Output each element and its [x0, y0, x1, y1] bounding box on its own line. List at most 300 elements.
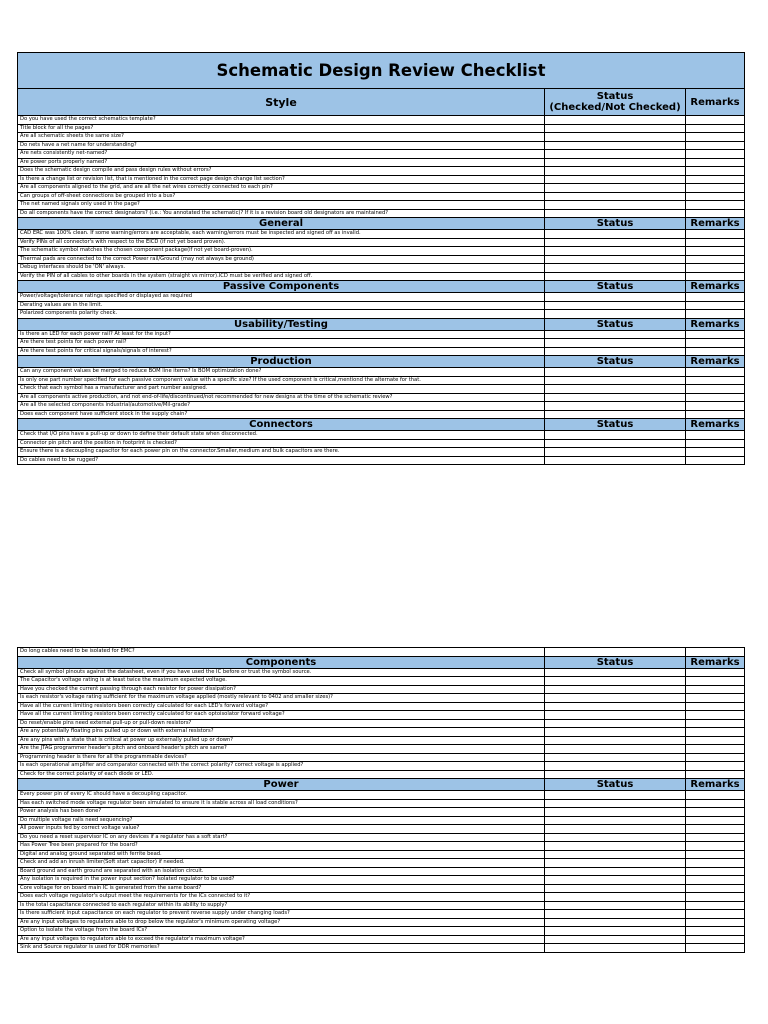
- checklist-row: [18, 850, 745, 859]
- status-cell[interactable]: [545, 167, 686, 176]
- remarks-column-header: Remarks: [686, 218, 745, 230]
- checklist-item-text: All power inputs fed by correct voltage value?: [18, 825, 545, 834]
- remarks-cell[interactable]: [686, 702, 745, 711]
- checklist-row: [18, 736, 745, 745]
- section-heading: Passive Components: [18, 281, 545, 293]
- checklist-item-text: The schematic symbol matches the chosen component package(if not yet board-proven).: [18, 247, 545, 256]
- checklist-item-text: Are any potentially floating pins pulled up or down with external resistors?: [18, 728, 545, 737]
- checklist-row: [18, 448, 745, 457]
- remarks-cell[interactable]: [686, 167, 745, 176]
- remarks-cell[interactable]: [686, 368, 745, 377]
- status-cell[interactable]: [545, 893, 686, 902]
- checklist-row: [18, 719, 745, 728]
- checklist-item-text: Any isolation is required in the power input section? Isolated regulator to be used?: [18, 876, 545, 885]
- checklist-item-text: Polarized components polarity check.: [18, 310, 545, 319]
- checklist-item-text: Is there an LED for each power rail? At least for the input?: [18, 330, 545, 339]
- status-cell[interactable]: [545, 124, 686, 133]
- checklist-item-text: Power analysis has been done?: [18, 808, 545, 817]
- status-cell[interactable]: [545, 293, 686, 302]
- checklist-row: [18, 694, 745, 703]
- status-cell[interactable]: [545, 209, 686, 218]
- checklist-row: [18, 368, 745, 377]
- status-cell[interactable]: [545, 867, 686, 876]
- remarks-cell[interactable]: [686, 816, 745, 825]
- checklist-row: [18, 745, 745, 754]
- section-heading: Components: [18, 656, 545, 668]
- checklist-row: [18, 685, 745, 694]
- checklist-row: [18, 402, 745, 411]
- status-cell[interactable]: [545, 728, 686, 737]
- checklist-item-text: The net named signals only used in the page?: [18, 201, 545, 210]
- checklist-row: [18, 385, 745, 394]
- checklist-row: [18, 935, 745, 944]
- checklist-item-text: Are any input voltages to regulators able to exceed the regulator's maximum voltage?: [18, 935, 545, 944]
- remarks-cell[interactable]: [686, 192, 745, 201]
- remarks-cell[interactable]: [686, 116, 745, 125]
- remarks-cell[interactable]: [686, 745, 745, 754]
- remarks-cell[interactable]: [686, 330, 745, 339]
- remarks-cell[interactable]: [686, 927, 745, 936]
- checklist-row: [18, 901, 745, 910]
- remarks-cell[interactable]: [686, 935, 745, 944]
- checklist-item-text: Title block for all the pages?: [18, 124, 545, 133]
- status-cell[interactable]: [545, 184, 686, 193]
- status-cell[interactable]: [545, 753, 686, 762]
- status-cell[interactable]: [545, 808, 686, 817]
- checklist-row: [18, 201, 745, 210]
- remarks-cell[interactable]: [686, 339, 745, 348]
- checklist-row: [18, 167, 745, 176]
- remarks-cell[interactable]: [686, 175, 745, 184]
- remarks-cell[interactable]: [686, 230, 745, 239]
- remarks-cell[interactable]: [686, 184, 745, 193]
- checklist-row: [18, 410, 745, 419]
- checklist-item-text: Every power pin of every IC should have a decoupling capacitor.: [18, 791, 545, 800]
- checklist-item-text: Can any component values be merged to reduce BOM line items? Is BOM optimization done?: [18, 368, 545, 377]
- checklist-row: [18, 884, 745, 893]
- remarks-cell[interactable]: [686, 893, 745, 902]
- status-cell[interactable]: [545, 158, 686, 167]
- checklist-row: [18, 677, 745, 686]
- checklist-item-text: Is the total capacitance connected to each regulator within its ability to supply?: [18, 901, 545, 910]
- section-heading: General: [18, 218, 545, 230]
- checklist-row: [18, 439, 745, 448]
- checklist-item-text: Are power ports properly named?: [18, 158, 545, 167]
- remarks-cell[interactable]: [686, 385, 745, 394]
- checklist-row: [18, 264, 745, 273]
- status-cell[interactable]: [545, 230, 686, 239]
- status-cell[interactable]: [545, 368, 686, 377]
- checklist-item-text: Are all components aligned to the grid, and are all the net wires correctly connected to each pin?: [18, 184, 545, 193]
- status-cell[interactable]: [545, 884, 686, 893]
- checklist-item-text: Is there sufficient input capacitance on each regulator to prevent reverse supply under changing loads?: [18, 910, 545, 919]
- checklist-row: [18, 762, 745, 771]
- status-cell[interactable]: [545, 175, 686, 184]
- remarks-cell[interactable]: [686, 668, 745, 677]
- remarks-cell[interactable]: [686, 842, 745, 851]
- status-column-header: Status: [545, 656, 686, 668]
- checklist-item-text: Are any pins with a state that is critical at power up externally pulled up or down?: [18, 736, 545, 745]
- remarks-cell[interactable]: [686, 456, 745, 465]
- checklist-item-text: Has each switched mode voltage regulator been simulated to ensure it is stable across all load conditions?: [18, 799, 545, 808]
- status-cell[interactable]: [545, 927, 686, 936]
- checklist-row: [18, 133, 745, 142]
- checklist-item-text: The Capacitor's voltage rating is at least twice the maximum expected voltage.: [18, 677, 545, 686]
- remarks-column-header: Remarks: [686, 656, 745, 668]
- checklist-item-text: Option to isolate the voltage from the board ICs?: [18, 927, 545, 936]
- checklist-row: [18, 116, 745, 125]
- status-cell[interactable]: [545, 677, 686, 686]
- status-cell[interactable]: [545, 385, 686, 394]
- status-cell[interactable]: [545, 719, 686, 728]
- status-cell[interactable]: [545, 859, 686, 868]
- checklist-item-text: Connector pin pitch and the position in footprint is checked?: [18, 439, 545, 448]
- checklist-row: [18, 648, 745, 657]
- remarks-cell[interactable]: [686, 711, 745, 720]
- remarks-column-header: Remarks: [686, 779, 745, 791]
- section-header-row: [18, 656, 745, 668]
- title-row: [18, 53, 745, 89]
- status-cell[interactable]: [545, 944, 686, 953]
- remarks-cell[interactable]: [686, 833, 745, 842]
- remarks-cell[interactable]: [686, 876, 745, 885]
- section-header-row: [18, 318, 745, 330]
- remarks-cell[interactable]: [686, 264, 745, 273]
- checklist-table-page-1: [17, 52, 745, 465]
- checklist-row: [18, 310, 745, 319]
- status-cell[interactable]: [545, 799, 686, 808]
- remarks-column-header: Remarks: [686, 356, 745, 368]
- section-heading: Style: [18, 89, 545, 116]
- status-cell[interactable]: [545, 918, 686, 927]
- section-heading: Usability/Testing: [18, 318, 545, 330]
- checklist-row: [18, 124, 745, 133]
- checklist-row: [18, 711, 745, 720]
- remarks-column-header: Remarks: [686, 89, 745, 116]
- checklist-row: [18, 753, 745, 762]
- checklist-row: [18, 175, 745, 184]
- status-cell[interactable]: [545, 935, 686, 944]
- status-cell[interactable]: [545, 330, 686, 339]
- remarks-cell[interactable]: [686, 677, 745, 686]
- status-cell[interactable]: [545, 247, 686, 256]
- status-cell[interactable]: [545, 711, 686, 720]
- status-cell[interactable]: [545, 192, 686, 201]
- status-cell[interactable]: [545, 876, 686, 885]
- checklist-item-text: Is each resistor's voltage rating sufficient for the maximum voltage applied (mostly relevant to 0402 and smaller sizes)?: [18, 694, 545, 703]
- checklist-item-text: Do you have used the correct schematics template?: [18, 116, 545, 125]
- checklist-row: [18, 393, 745, 402]
- status-cell[interactable]: [545, 770, 686, 779]
- checklist-row: [18, 330, 745, 339]
- section-header-row: [18, 281, 745, 293]
- remarks-cell[interactable]: [686, 255, 745, 264]
- checklist-item-text: Board ground and earth ground are separated with an isolation circuit.: [18, 867, 545, 876]
- section-heading: Connectors: [18, 419, 545, 431]
- checklist-row: [18, 770, 745, 779]
- status-cell[interactable]: [545, 439, 686, 448]
- checklist-item-text: Verify PINs of all connector's with respect to the EICD (if not yet board proven).: [18, 238, 545, 247]
- section-heading: Power: [18, 779, 545, 791]
- checklist-row: [18, 876, 745, 885]
- checklist-row: [18, 825, 745, 834]
- section-header-row: [18, 419, 745, 431]
- checklist-item-text: Are all schematic sheets the same size?: [18, 133, 545, 142]
- checklist-item-text: Ensure there is a decoupling capacitor for each power pin on the connector.Smaller,medium and bulk capacitors are there.: [18, 448, 545, 457]
- checklist-item-text: Derating values are in the limit.: [18, 301, 545, 310]
- checklist-item-text: Does the schematic design compile and pass design rules without errors?: [18, 167, 545, 176]
- checklist-row: [18, 209, 745, 218]
- status-cell[interactable]: [545, 702, 686, 711]
- status-column-header: Status: [545, 318, 686, 330]
- status-cell[interactable]: [545, 833, 686, 842]
- checklist-item-text: Are nets consistently net-named?: [18, 150, 545, 159]
- remarks-cell[interactable]: [686, 808, 745, 817]
- checklist-item-text: Is only one part number specified for each passive component value with a specific size? If the used component is critical,mentiond the alternate for that.: [18, 376, 545, 385]
- checklist-item-text: Have all the current limiting resistors been correctly calculated for each LED's forward voltage?: [18, 702, 545, 711]
- remarks-cell[interactable]: [686, 448, 745, 457]
- checklist-item-text: Do multiple voltage rails need sequencing?: [18, 816, 545, 825]
- status-cell[interactable]: [545, 842, 686, 851]
- checklist-row: [18, 910, 745, 919]
- checklist-item-text: Sink and Source regulator is used for DDR memories?: [18, 944, 545, 953]
- checklist-item-text: Do nets have a net name for understanding?: [18, 141, 545, 150]
- status-cell[interactable]: [545, 910, 686, 919]
- remarks-cell[interactable]: [686, 753, 745, 762]
- checklist-item-text: Do you need a reset supervisor IC on any devices if a regulator has a soft start?: [18, 833, 545, 842]
- status-cell[interactable]: [545, 745, 686, 754]
- status-cell[interactable]: [545, 791, 686, 800]
- remarks-cell[interactable]: [686, 150, 745, 159]
- section-header-row: [18, 218, 745, 230]
- status-cell[interactable]: [545, 310, 686, 319]
- checklist-item-text: Is there a change list or revision list, that is mentioned in the correct page design change list section?: [18, 175, 545, 184]
- remarks-cell[interactable]: [686, 850, 745, 859]
- checklist-row: [18, 431, 745, 440]
- status-column-header: Status: [545, 419, 686, 431]
- status-column-header: Status: [545, 779, 686, 791]
- checklist-row: [18, 927, 745, 936]
- remarks-cell[interactable]: [686, 791, 745, 800]
- checklist-row: [18, 867, 745, 876]
- remarks-cell[interactable]: [686, 439, 745, 448]
- remarks-cell[interactable]: [686, 910, 745, 919]
- checklist-row: [18, 808, 745, 817]
- remarks-cell[interactable]: [686, 736, 745, 745]
- remarks-cell[interactable]: [686, 770, 745, 779]
- checklist-item-text: Check and add an inrush limiter(Soft start capacitor) if needed.: [18, 859, 545, 868]
- checklist-item-text: Have you checked the current passing through each resistor for power dissipation?: [18, 685, 545, 694]
- checklist-item-text: CAD ERC was 100% clean. If some warning/errors are acceptable, each warning/errors must be inspected and signed off as invalid.: [18, 230, 545, 239]
- remarks-column-header: Remarks: [686, 318, 745, 330]
- checklist-item-text: Is each operational amplifier and comparator connected with the correct polarity? correct voltage is applied?: [18, 762, 545, 771]
- remarks-cell[interactable]: [686, 918, 745, 927]
- status-cell[interactable]: [545, 668, 686, 677]
- remarks-cell[interactable]: [686, 728, 745, 737]
- status-cell[interactable]: [545, 694, 686, 703]
- status-cell[interactable]: [545, 448, 686, 457]
- remarks-cell[interactable]: [686, 272, 745, 281]
- status-cell[interactable]: [545, 901, 686, 910]
- checklist-item-text: Does each component have sufficient stock in the supply chain?: [18, 410, 545, 419]
- status-cell[interactable]: [545, 825, 686, 834]
- checklist-item-text: Does each voltage regulator's output meet the requirements for the ICs connected to it?: [18, 893, 545, 902]
- checklist-item-text: Check that I/O pins have a pull-up or down to define their default state when disconnected.: [18, 431, 545, 440]
- checklist-item-text: Programming header is there for all the programmable devices?: [18, 753, 545, 762]
- status-cell[interactable]: [545, 339, 686, 348]
- checklist-row: [18, 842, 745, 851]
- checklist-row: [18, 255, 745, 264]
- checklist-page-1: [17, 52, 744, 465]
- checklist-item-text: Are all the selected components industrial/automotive/Mil-grade?: [18, 402, 545, 411]
- checklist-table-page-2: [17, 647, 745, 953]
- status-cell[interactable]: [545, 201, 686, 210]
- remarks-cell[interactable]: [686, 133, 745, 142]
- checklist-row: [18, 376, 745, 385]
- checklist-item-text: Are there test points for each power rail?: [18, 339, 545, 348]
- section-header-row: [18, 89, 745, 116]
- status-column-header: Status: [545, 218, 686, 230]
- checklist-row: [18, 799, 745, 808]
- checklist-row: [18, 893, 745, 902]
- remarks-cell[interactable]: [686, 685, 745, 694]
- checklist-row: [18, 301, 745, 310]
- remarks-cell[interactable]: [686, 158, 745, 167]
- checklist-row: [18, 247, 745, 256]
- status-cell[interactable]: [545, 116, 686, 125]
- status-cell[interactable]: [545, 347, 686, 356]
- checklist-row: [18, 192, 745, 201]
- remarks-cell[interactable]: [686, 859, 745, 868]
- status-cell[interactable]: [545, 736, 686, 745]
- status-cell[interactable]: [545, 376, 686, 385]
- checklist-page-2: [17, 647, 744, 953]
- checklist-row: [18, 791, 745, 800]
- remarks-column-header: Remarks: [686, 419, 745, 431]
- remarks-cell[interactable]: [686, 393, 745, 402]
- remarks-cell[interactable]: [686, 762, 745, 771]
- checklist-item-text: Can groups of off-sheet connections be grouped into a bus?: [18, 192, 545, 201]
- checklist-item-text: Do long cables need to be isolated for EMC?: [18, 648, 545, 657]
- remarks-cell[interactable]: [686, 376, 745, 385]
- remarks-cell[interactable]: [686, 694, 745, 703]
- status-cell[interactable]: [545, 762, 686, 771]
- remarks-cell[interactable]: [686, 825, 745, 834]
- status-cell[interactable]: [545, 141, 686, 150]
- checklist-item-text: Check for the correct polarity of each diode or LED.: [18, 770, 545, 779]
- checklist-row: [18, 150, 745, 159]
- checklist-row: [18, 293, 745, 302]
- checklist-item-text: Debug interfaces should be 'ON' always.: [18, 264, 545, 273]
- status-cell[interactable]: [545, 393, 686, 402]
- checklist-row: [18, 158, 745, 167]
- section-heading: Production: [18, 356, 545, 368]
- section-header-row: [18, 779, 745, 791]
- checklist-item-text: Have all the current limiting resistors been correctly calculated for each optoisolator forward voltage?: [18, 711, 545, 720]
- checklist-item-text: Are all components active production, and not end-of-life/discontinued/not recommended for new designs at the time of the schematic review?: [18, 393, 545, 402]
- checklist-item-text: Thermal pads are connected to the correct Power rail/Ground (may not always be ground): [18, 255, 545, 264]
- remarks-cell[interactable]: [686, 347, 745, 356]
- checklist-item-text: Are any input voltages to regulators able to drop below the regulator's minimum operating voltage?: [18, 918, 545, 927]
- remarks-cell[interactable]: [686, 301, 745, 310]
- remarks-cell[interactable]: [686, 141, 745, 150]
- checklist-row: [18, 339, 745, 348]
- checklist-item-text: Do cables need to be rugged?: [18, 456, 545, 465]
- checklist-row: [18, 272, 745, 281]
- remarks-cell[interactable]: [686, 247, 745, 256]
- checklist-item-text: Digital and analog ground separated with ferrite bead.: [18, 850, 545, 859]
- remarks-cell[interactable]: [686, 884, 745, 893]
- remarks-cell[interactable]: [686, 648, 745, 657]
- remarks-cell[interactable]: [686, 867, 745, 876]
- status-cell[interactable]: [545, 648, 686, 657]
- status-cell[interactable]: [545, 410, 686, 419]
- remarks-cell[interactable]: [686, 719, 745, 728]
- checklist-row: [18, 230, 745, 239]
- status-cell[interactable]: [545, 238, 686, 247]
- checklist-item-text: Power/voltage/tolerance ratings specified or displayed as required: [18, 293, 545, 302]
- status-cell[interactable]: [545, 301, 686, 310]
- status-cell[interactable]: [545, 133, 686, 142]
- checklist-row: [18, 347, 745, 356]
- status-cell[interactable]: [545, 264, 686, 273]
- status-cell[interactable]: [545, 850, 686, 859]
- status-cell[interactable]: [545, 685, 686, 694]
- status-cell[interactable]: [545, 255, 686, 264]
- checklist-item-text: Check that each symbol has a manufacturer and part number assigned.: [18, 385, 545, 394]
- checklist-item-text: Do all components have the correct designators? (i.e.: You annotated the schematic)? If it is a revision board old designators are maintained?: [18, 209, 545, 218]
- remarks-column-header: Remarks: [686, 281, 745, 293]
- remarks-cell[interactable]: [686, 310, 745, 319]
- checklist-row: [18, 833, 745, 842]
- checklist-row: [18, 456, 745, 465]
- remarks-cell[interactable]: [686, 238, 745, 247]
- remarks-cell[interactable]: [686, 402, 745, 411]
- remarks-cell[interactable]: [686, 201, 745, 210]
- remarks-cell[interactable]: [686, 901, 745, 910]
- checklist-row: [18, 944, 745, 953]
- checklist-item-text: Are there test points for critical signals/signals of interest?: [18, 347, 545, 356]
- checklist-row: [18, 668, 745, 677]
- checklist-item-text: Verify the PIN of all cables to other boards in the system (straight vs mirror).ICD must be verified and signed off.: [18, 272, 545, 281]
- checklist-row: [18, 859, 745, 868]
- checklist-row: [18, 184, 745, 193]
- checklist-row: [18, 728, 745, 737]
- status-cell[interactable]: [545, 816, 686, 825]
- status-cell[interactable]: [545, 150, 686, 159]
- status-column-header: Status (Checked/Not Checked): [545, 89, 686, 116]
- checklist-title: Schematic Design Review Checklist: [18, 53, 745, 89]
- remarks-cell[interactable]: [686, 431, 745, 440]
- checklist-row: [18, 816, 745, 825]
- status-cell[interactable]: [545, 272, 686, 281]
- status-cell[interactable]: [545, 402, 686, 411]
- checklist-item-text: Do reset/enable pins need external pull-up or pull-down resistors?: [18, 719, 545, 728]
- status-cell[interactable]: [545, 456, 686, 465]
- remarks-cell[interactable]: [686, 209, 745, 218]
- status-cell[interactable]: [545, 431, 686, 440]
- checklist-item-text: Check all symbol pinouts against the datasheet, even if you have used the IC before or trust the symbol source.: [18, 668, 545, 677]
- remarks-cell[interactable]: [686, 293, 745, 302]
- checklist-row: [18, 918, 745, 927]
- remarks-cell[interactable]: [686, 410, 745, 419]
- remarks-cell[interactable]: [686, 799, 745, 808]
- checklist-item-text: Has Power Tree been prepared for the board?: [18, 842, 545, 851]
- checklist-item-text: Are the JTAG programmer header's pitch and onboard header's pitch are same?: [18, 745, 545, 754]
- remarks-cell[interactable]: [686, 124, 745, 133]
- remarks-cell[interactable]: [686, 944, 745, 953]
- checklist-row: [18, 141, 745, 150]
